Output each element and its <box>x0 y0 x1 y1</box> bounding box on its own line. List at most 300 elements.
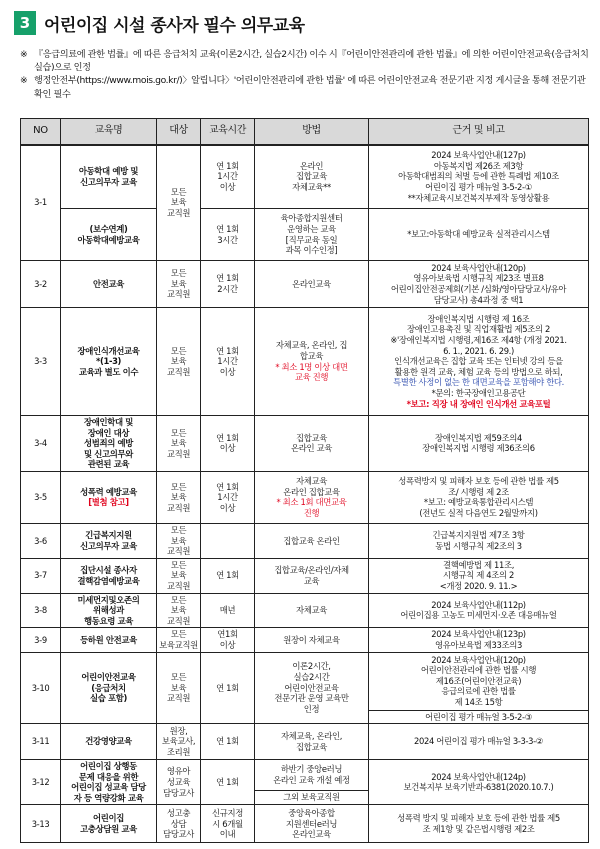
row-name <box>61 724 157 760</box>
row-no: 3-10 <box>21 652 61 724</box>
cell-line: 어린이집 평가 매뉴얼 3-5-2-③ <box>425 711 532 722</box>
cell-line: 보육 <box>170 492 187 503</box>
row-method <box>255 308 369 416</box>
cell-line: 모든 <box>170 345 187 356</box>
cell-line: 어린이안전관리에 관한 법률 시행 <box>420 665 537 676</box>
row-basis <box>369 523 589 558</box>
row-name <box>61 628 157 652</box>
cell-line: 담당교사 <box>163 787 194 798</box>
cell-line: 진행 <box>303 508 320 519</box>
cell-line: 위해성과 <box>93 605 124 616</box>
cell-line: 3시간 <box>217 234 238 245</box>
cell-line: 2024 보육사업안내(112p) <box>431 599 526 610</box>
cell-line: 2024 보육사업안내(127p) <box>431 150 526 161</box>
cell-line: 실습 포함) <box>89 693 127 704</box>
cell-line: 1시간 <box>217 171 238 182</box>
cell-line: 모든 <box>170 559 187 570</box>
row-basis <box>369 628 589 652</box>
row-target <box>157 652 201 724</box>
cell-line: 어린이집용 고농도 미세먼지·오존 대응매뉴얼 <box>400 610 557 621</box>
cell-line: <개정 2020. 9. 11.> <box>439 580 518 591</box>
row-target <box>157 558 201 593</box>
row-time <box>201 308 255 416</box>
cell-line: 교직원 <box>166 502 191 513</box>
row-target <box>157 523 201 558</box>
cell-line: 6. 1., 2021. 6. 29.) <box>443 345 514 356</box>
cell-line: 교직원 <box>166 693 191 704</box>
cell-line: 시행규칙 제 4조의 2 <box>442 570 515 581</box>
row-time <box>201 145 255 209</box>
cell-line: 교직원 <box>166 580 191 591</box>
section-title <box>14 10 305 36</box>
cell-line: 연 1회 <box>216 223 239 234</box>
row-basis <box>369 145 589 209</box>
cell-line: 보육 <box>170 438 187 449</box>
cell-line: 시 6개월 <box>212 818 243 829</box>
row-method <box>255 760 369 791</box>
cell-line: 집합교육 온라인 <box>283 535 340 546</box>
cell-line: 성폭력 예방교육 <box>80 486 137 497</box>
cell-line: 집단시설 종사자 <box>80 565 137 576</box>
row-name <box>61 209 157 261</box>
row-time <box>201 628 255 652</box>
cell-line: 교육과 별도 이수 <box>78 366 139 377</box>
cell-line: 연 1회 <box>216 160 239 171</box>
row-basis <box>369 805 589 843</box>
cell-line: 장애인 대상 <box>87 427 130 438</box>
cell-line: 과목 이수인정] <box>285 245 338 256</box>
cell-line: 모든 <box>170 671 187 682</box>
row-no: 3-4 <box>21 416 61 472</box>
cell-line: [직무교육 동일 <box>285 234 338 245</box>
cell-line: 미세먼지및오존의 <box>77 594 140 605</box>
method-text <box>256 340 367 361</box>
cell-line: *보고: 예방교육통합관리시스템 <box>423 497 534 508</box>
cell-line: 보육 <box>170 197 187 208</box>
cell-line: 관련된 교육 <box>87 459 130 470</box>
header-basis: 근거 및 비고 <box>369 119 589 145</box>
table-row <box>21 652 589 710</box>
cell-line: (보수연계) <box>89 223 128 234</box>
row-time <box>201 523 255 558</box>
note-text: 행정안전부(https://www.mois.go.kr/)〉알립니다〉'어린이안전관리에 관한 법률' 에 따른 어린이안전교육 전문기관 지정 게시글을 통해 전문기관 확인 필수 <box>34 75 586 100</box>
row-method <box>255 261 369 308</box>
cell-line: 성폭력방지 및 피해자 보호 등에 관한 법률 제5 <box>398 476 559 487</box>
row-name <box>61 416 157 472</box>
cell-line: (응급처치 <box>91 682 126 693</box>
cell-line: 응급의료에 관한 법률 <box>441 686 516 697</box>
row-name <box>61 593 157 628</box>
cell-line: 성고충 <box>166 808 191 819</box>
row-name <box>61 523 157 558</box>
cell-line: 긴급복지지원 <box>85 530 132 541</box>
cell-line: 제16조(어린이안전교육) <box>435 675 522 686</box>
row-target <box>157 416 201 472</box>
cell-line: 결핵감염예방교육 <box>77 575 140 586</box>
cell-line: 행동요령 교육 <box>83 615 133 626</box>
row-time <box>201 471 255 523</box>
table-row <box>21 145 589 209</box>
table-row <box>21 558 589 593</box>
cell-line: 보육 <box>170 535 187 546</box>
cell-line: 교직원 <box>166 366 191 377</box>
note-item <box>20 48 590 74</box>
row-method <box>255 471 369 523</box>
cell-line: 교직원 <box>166 615 191 626</box>
cell-line: 모든 <box>170 186 187 197</box>
row-name <box>61 652 157 724</box>
cell-line: 그외 보육교직원 <box>283 792 340 803</box>
cell-line: 신고의무자 교육 <box>80 176 137 187</box>
method-note <box>256 497 367 518</box>
cell-line: 고충상담원 교육 <box>80 823 137 834</box>
cell-line: 이상 <box>219 639 236 650</box>
cell-line: 연 1회 <box>216 682 239 693</box>
cell-line: 영유아보육법 제33조의3 <box>435 639 522 650</box>
cell-line: 보육 <box>170 278 187 289</box>
cell-line: 아동학대 예방 및 <box>78 166 139 177</box>
cell-line: 집합교육 <box>296 171 327 182</box>
cell-line: 활용한 원격 교육, 체험 교육 등의 방법으로 하되, <box>394 366 563 377</box>
notes <box>20 48 590 101</box>
cell-line: 모든 <box>170 481 187 492</box>
header-method: 방법 <box>255 119 369 145</box>
cell-line: 영유아보육법 시행규칙 제23조 별표8 <box>413 273 544 284</box>
cell-line: 전문기관 운영 교육만 <box>274 693 349 704</box>
note-mark: ※ <box>20 49 28 60</box>
cell-line: 성범죄의 예방 <box>83 438 133 449</box>
cell-line: 이상 <box>219 366 236 377</box>
row-time <box>201 261 255 308</box>
cell-line: 중앙육아종합 <box>288 808 335 819</box>
row-no: 3-9 <box>21 628 61 652</box>
basis-highlight <box>370 377 587 388</box>
cell-line: ※'장애인복지법 시행령,제16조 제4항 (개정 2021. <box>390 335 567 346</box>
row-no: 3-3 <box>21 308 61 416</box>
cell-line: 2024 보육사업안내(123p) <box>431 629 526 640</box>
cell-line: 2시간 <box>217 284 238 294</box>
cell-line: 교직원 <box>166 448 191 459</box>
cell-line: 온라인교육 <box>292 278 331 289</box>
row-time <box>201 652 255 724</box>
cell-line: 상담 <box>170 818 187 829</box>
table-row <box>21 471 589 523</box>
cell-line: 문제 대응을 위한 <box>78 771 139 782</box>
cell-line: *문의: 한국장애인고용공단 <box>431 387 526 398</box>
note-text: 『응급의료에 관한 법률』에 따른 응급처치 교육(이론2시간, 실습2시간) 이수 시『어린이안전관리에 관한 법률』에 의한 어린이안전교육(응급처치 실습)으로 인정 <box>34 49 589 74</box>
header-name: 교육명 <box>61 119 157 145</box>
cell-line: 어린이집 상행동 <box>80 761 137 772</box>
cell-line: 연 1회 <box>216 345 239 356</box>
row-no: 3-6 <box>21 523 61 558</box>
row-basis <box>369 308 589 416</box>
cell-line: 조 제1항 및 같은법시행령 제2조 <box>422 823 535 834</box>
cell-line: 장애인복지법 시행령 제36조의6 <box>422 443 535 454</box>
cell-line: 온라인교육 <box>292 829 331 840</box>
row-target <box>157 628 201 652</box>
cell-line: 등하원 안전교육 <box>80 634 137 645</box>
row-basis <box>369 416 589 472</box>
basis-contact <box>370 388 587 399</box>
cell-line: 아동복지법 제26조 제3항 <box>433 160 524 171</box>
row-time <box>201 593 255 628</box>
row-no: 3-12 <box>21 760 61 805</box>
cell-line: 자체교육 <box>296 476 327 487</box>
cell-line: 온라인 집합교육 <box>283 486 340 497</box>
cell-line: 2024 보육사업안내(120p) <box>431 654 526 665</box>
cell-line: 인정 <box>303 703 320 714</box>
note-item <box>20 74 590 100</box>
cell-line: 특별한 사정이 없는 한 대면교육을 포함해야 한다. <box>393 377 564 388</box>
row-method <box>255 652 369 724</box>
cell-line: 자체교육, 온라인, <box>280 731 343 741</box>
cell-line: 교육 진행 <box>294 372 329 383</box>
cell-line: 자체교육 <box>296 605 327 616</box>
cell-line: 모든 <box>170 427 187 438</box>
row-name <box>61 145 157 209</box>
cell-line: * 최소 1명 이상 대면 <box>275 361 348 372</box>
table-row <box>21 308 589 416</box>
cell-line: 온라인 교육 <box>290 443 332 454</box>
section-title-text: 어린이집 시설 종사자 필수 의무교육 <box>44 15 305 36</box>
row-name <box>61 805 157 843</box>
row-target <box>157 724 201 760</box>
cell-line: 2024 보육사업안내(120p) <box>431 262 526 273</box>
cell-line: 모든 <box>170 594 187 605</box>
cell-line: 집합교육/온라인/자체 <box>274 565 349 576</box>
table-row <box>21 261 589 308</box>
table-row <box>21 416 589 472</box>
header-target: 대상 <box>157 119 201 145</box>
header-time: 교육시간 <box>201 119 255 145</box>
cell-line: (전년도 실적 다음연도 2월말까지) <box>419 508 538 519</box>
education-table <box>20 118 589 843</box>
row-no: 3-2 <box>21 261 61 308</box>
table-row <box>21 523 589 558</box>
row-name <box>61 471 157 523</box>
cell-line: 자체교육** <box>292 182 331 193</box>
table-row <box>21 628 589 652</box>
row-time <box>201 724 255 760</box>
cell-line: 보육 <box>170 682 187 693</box>
cell-line: 1시간 <box>217 356 238 367</box>
cell-line: 운영하는 교육 <box>287 223 336 234</box>
cell-line: 담당교사 <box>163 829 194 840</box>
cell-line: [별첨 참고] <box>88 497 129 508</box>
cell-line: 이내 <box>219 829 236 840</box>
cell-line: 성교육 <box>166 776 191 787</box>
cell-line: 집합교육 <box>296 741 327 752</box>
row-time <box>201 209 255 261</box>
cell-line: 자 등 역량강화 교육 <box>73 792 144 803</box>
cell-line: 조/ 시행령 제 2조 <box>448 486 509 497</box>
cell-line: 연 1회 <box>216 481 239 492</box>
cell-line: 매년 <box>219 605 236 616</box>
row-method <box>255 805 369 843</box>
row-target <box>157 593 201 628</box>
cell-line: 교직원 <box>166 208 191 219</box>
cell-line: 보육 <box>170 570 187 581</box>
note-mark: ※ <box>20 75 28 87</box>
row-target <box>157 805 201 843</box>
cell-line: 결핵예방법 제 11조, <box>442 559 515 570</box>
cell-line: 연 1회 <box>216 570 239 581</box>
row-no: 3-7 <box>21 558 61 593</box>
cell-line: 연 1회 <box>216 432 239 443</box>
row-no: 3-13 <box>21 805 61 843</box>
cell-line: 신규지정 <box>212 808 243 819</box>
cell-line: 연 1회 <box>216 776 239 787</box>
row-name <box>61 760 157 805</box>
cell-line: 긴급복지지원법 제7조 3항 <box>432 530 525 541</box>
table-row <box>21 760 589 791</box>
cell-line: 실습2시간 <box>293 671 330 682</box>
name-attachment-note <box>62 497 155 508</box>
cell-line: 장애인식개선교육 <box>77 345 140 356</box>
cell-line: 및 신고의무와 <box>83 448 133 459</box>
row-target <box>157 760 201 805</box>
cell-line: **자체교육시보건복지부제작 동영상활용 <box>407 192 550 203</box>
row-time <box>201 805 255 843</box>
row-time <box>201 760 255 805</box>
row-no: 3-11 <box>21 724 61 760</box>
cell-line: 합교육 <box>299 350 324 361</box>
cell-line: 2024 보육사업안내(124p) <box>431 771 526 782</box>
row-no: 3-5 <box>21 471 61 523</box>
cell-line: 모든 <box>170 268 187 279</box>
row-basis <box>369 710 589 724</box>
cell-line: 보육교사, <box>161 736 196 747</box>
cell-line: 어린이집 <box>93 813 124 824</box>
cell-line: 담당교사) 총4과정 중 택1 <box>433 294 524 305</box>
cell-line: * 최소 1회 대면교육 <box>276 497 347 508</box>
cell-line: *보고: 직장 내 장애인 인식개선 교육포털 <box>406 398 551 409</box>
row-no: 3-1 <box>21 145 61 261</box>
cell-line: 온라인 <box>299 160 324 171</box>
cell-line: 원장이 자체교육 <box>283 634 340 645</box>
row-name <box>61 261 157 308</box>
row-basis <box>369 558 589 593</box>
cell-line: *보고:아동학대 예방교육 실적관리시스템 <box>407 229 550 240</box>
row-method <box>255 209 369 261</box>
row-method <box>255 593 369 628</box>
cell-line: 원장, <box>169 725 188 736</box>
cell-line: 이상 <box>219 182 236 193</box>
row-basis <box>369 471 589 523</box>
cell-line: 보건복지부 보육기반과-6381(2020.10.7.) <box>403 782 554 793</box>
cell-line: 모든 <box>170 524 187 535</box>
row-time <box>201 558 255 593</box>
row-basis <box>369 261 589 308</box>
row-method <box>255 628 369 652</box>
method-text <box>256 476 367 497</box>
header-no: NO <box>21 119 61 145</box>
cell-line: 신고의무자 교육 <box>80 540 137 551</box>
row-basis <box>369 593 589 628</box>
basis-report <box>370 399 587 410</box>
cell-line: 어린이집 평가 매뉴얼 3-5-2-① <box>425 182 532 193</box>
name-text <box>62 487 155 498</box>
cell-line: 육아종합지원센터 <box>280 213 343 224</box>
row-basis <box>369 652 589 710</box>
cell-line: 이론2시간, <box>292 661 331 672</box>
cell-line: 어린이집안전공제회(기본 /심화/영아담당교사/유아 <box>390 284 567 294</box>
cell-line: 어린이집 성교육 담당 <box>71 782 146 793</box>
cell-line: 연 1회 <box>216 736 239 747</box>
row-method <box>255 724 369 760</box>
cell-line: 안전교육 <box>93 278 124 289</box>
row-method <box>255 145 369 209</box>
cell-line: 보육 <box>170 605 187 616</box>
cell-line: 건강영양교육 <box>85 736 132 747</box>
cell-line: 2024 어린이집 평가 매뉴얼 3-3-3-② <box>414 736 543 747</box>
cell-line: 아동학대범죄의 처벌 등에 관한 특례법 제10조 <box>398 171 559 182</box>
cell-line: 교직원 <box>166 289 191 300</box>
cell-line: 1시간 <box>217 492 238 503</box>
cell-line: 장애인학대 및 <box>83 417 133 427</box>
row-basis <box>369 209 589 261</box>
table-header-row <box>21 119 589 145</box>
cell-line: 장애인고용촉진 및 직업재활법 제5조의 2 <box>406 324 551 335</box>
row-target <box>157 308 201 416</box>
cell-line: 어린이안전교육 <box>81 671 136 682</box>
basis-text <box>370 314 587 378</box>
method-note <box>256 362 367 383</box>
cell-line: 보육교직원 <box>159 639 198 650</box>
cell-line: 지원센터e러닝 <box>285 818 338 829</box>
row-method <box>255 558 369 593</box>
cell-line: 하반기 중앙e러닝 <box>280 764 343 775</box>
cell-line: 이상 <box>219 502 236 513</box>
cell-line: 온라인 교육 개설 예정 <box>273 775 350 786</box>
row-method <box>255 523 369 558</box>
cell-line: 동법 시행규칙 제2조의 3 <box>435 540 522 551</box>
cell-line: 장애인복지법 시행령 제 16조 <box>427 313 530 324</box>
cell-line: 성폭력 방지 및 피해자 보호 등에 관한 법률 제5 <box>397 813 560 824</box>
cell-line: 집합교육 <box>296 432 327 443</box>
row-name <box>61 308 157 416</box>
cell-line: 이상 <box>219 443 236 454</box>
row-method <box>255 791 369 805</box>
row-basis <box>369 760 589 805</box>
cell-line: 자체교육, 온라인, 집 <box>275 340 348 351</box>
table-row <box>21 805 589 843</box>
cell-line: 연1회 <box>217 629 238 640</box>
row-target <box>157 261 201 308</box>
table-row <box>21 724 589 760</box>
cell-line: 제 14조 15항 <box>454 696 503 707</box>
cell-line: 연 1회 <box>216 273 239 284</box>
cell-line: 영유아 <box>166 766 191 777</box>
section-number-badge: 3 <box>14 11 36 35</box>
row-basis <box>369 724 589 760</box>
row-name <box>61 558 157 593</box>
row-target <box>157 471 201 523</box>
cell-line: 모든 <box>170 629 187 640</box>
table-row <box>21 209 589 261</box>
row-target <box>157 145 201 261</box>
cell-line: 아동학대예방교육 <box>77 234 140 245</box>
cell-line: *(1-3) <box>95 356 122 367</box>
cell-line: 인식개선교육은 집합 교육 또는 인터넷 강의 등을 <box>394 356 563 367</box>
cell-line: 보육 <box>170 356 187 367</box>
cell-line: 어린이안전교육 <box>284 682 339 693</box>
row-method <box>255 416 369 472</box>
row-no: 3-8 <box>21 593 61 628</box>
table-row <box>21 593 589 628</box>
cell-line: 장애인복지법 제59조의4 <box>435 432 522 443</box>
cell-line: 교육 <box>303 575 320 586</box>
